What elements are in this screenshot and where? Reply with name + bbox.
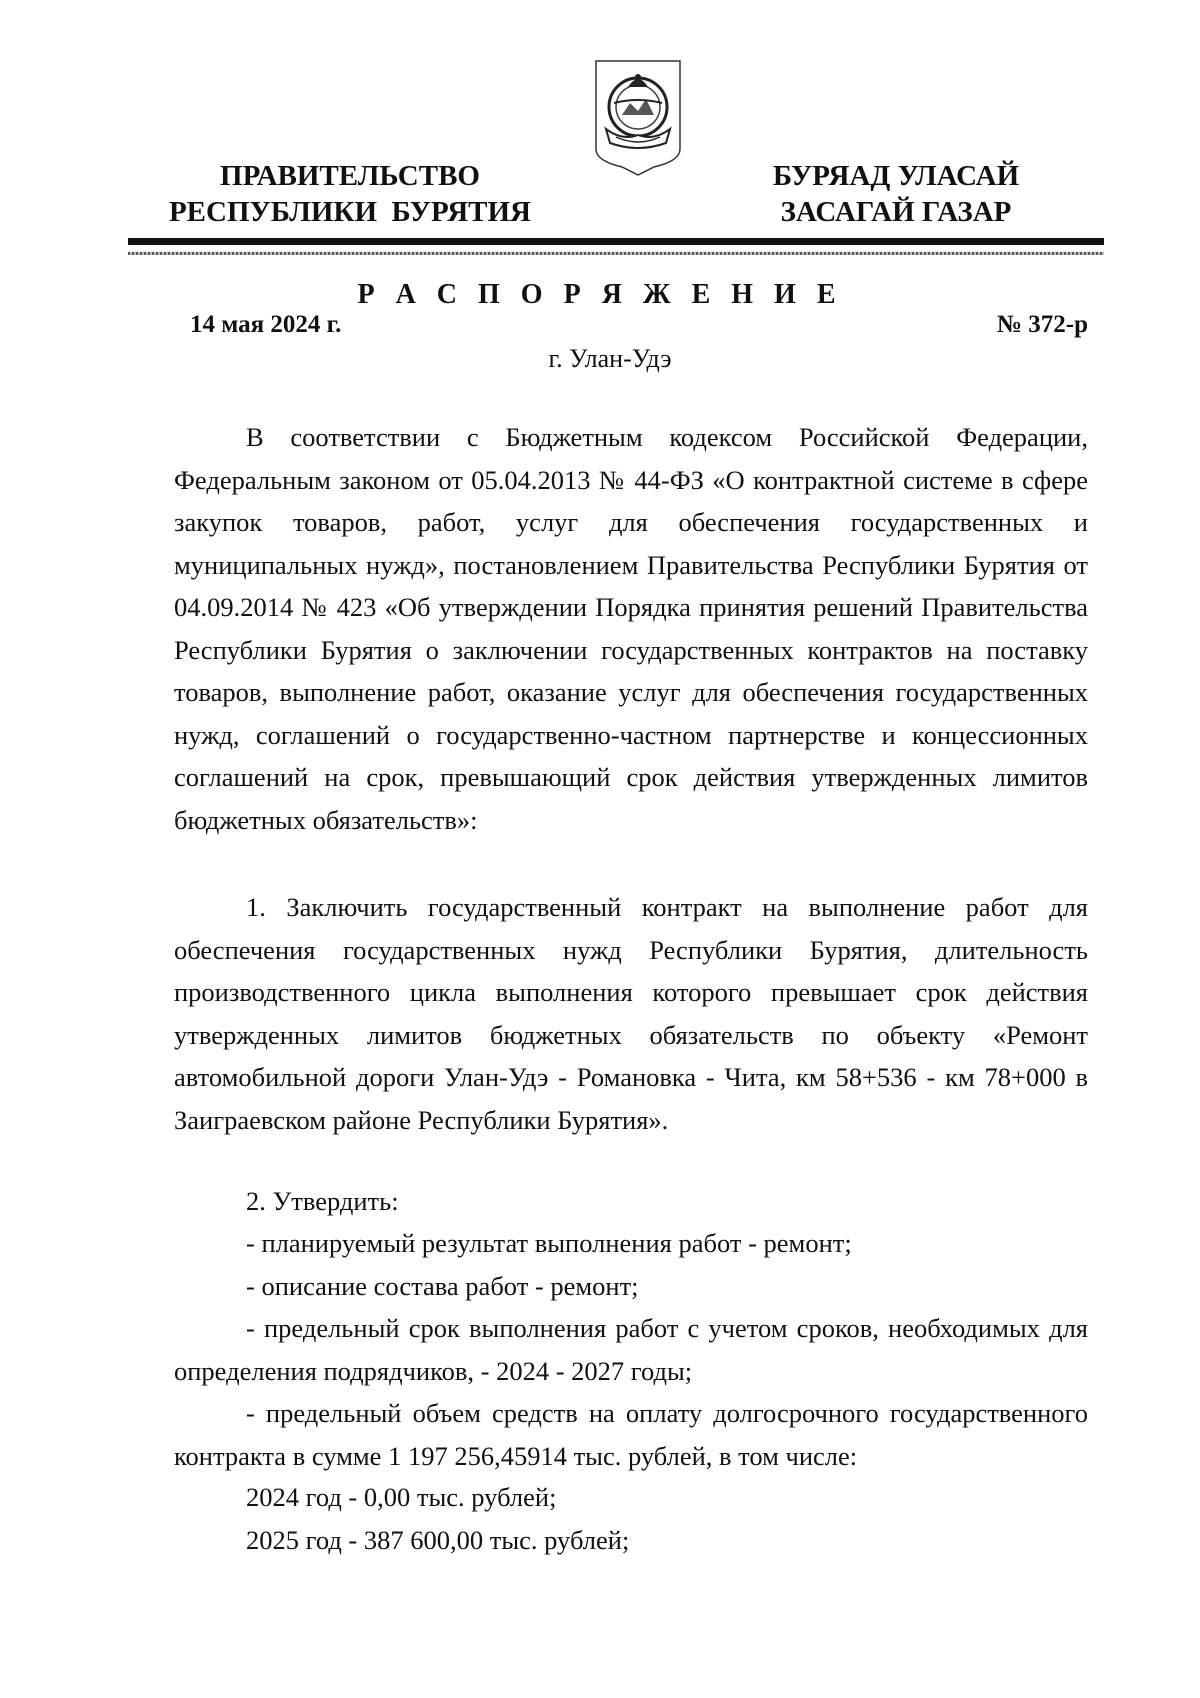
funding-year-2025: 2025 год - 387 600,00 тыс. рублей; [246,1525,630,1555]
item-2-result-line: - планируемый результат выполнения работ - ремонт; [246,1228,852,1258]
document-type-title: Р А С П О Р Я Ж Е Н И Е [357,279,843,310]
header-divider-thick [128,238,1104,245]
item-2-volume-paragraph: - предельный объем средств на оплату долгосрочного государственного контракта в сумме 1 197 256,45914 тыс. рублей, в том числе: [174,1398,1088,1471]
funding-year-2024: 2024 год - 0,00 тыс. рублей; [246,1482,557,1512]
document-city: г. Улан-Удэ [548,344,672,373]
item-2-deadline-paragraph: - предельный срок выполнения работ с учетом сроков, необходимых для определения подрядчиков, - 2024 - 2027 годы; [174,1313,1088,1386]
document-date: 14 мая 2024 г. [190,311,342,338]
org-name-buryat [736,158,1056,230]
org-name-russian [160,158,540,230]
preamble-paragraph: В соответствии с Бюджетным кодексом Российской Федерации, Федеральным законом от 05.04.2013 № 44-ФЗ «О контрактной системе в сфере закупок товаров, работ, услуг для обеспечения государственных и муниципальных нужд», постановлением Правительства Республики Бурятия от 04.09.2014 № 423 «Об утверждении Порядка принятия решений Правительства Республики Бурятия о заключении государственных контрактов на поставку товаров, выполнение работ, оказание услуг для обеспечения государственных нужд, соглашений о государственно-частном партнерстве и концессионных соглашений на срок, превышающий срок действия утвержденных лимитов бюджетных обязательств»: [174,422,1088,835]
header-divider-thin [128,252,1104,255]
org-name-russian-line2: РЕСПУБЛИКИ БУРЯТИЯ [168,196,532,228]
org-name-russian-line1: ПРАВИТЕЛЬСТВО [220,160,480,192]
document-number: № 372-р [996,311,1088,338]
org-name-buryat-line2: ЗАСАГАЙ ГАЗАР [780,196,1012,228]
item-2-heading: 2. Утвердить: [246,1186,399,1216]
org-name-buryat-line1: БУРЯАД УЛАСАЙ [772,160,1020,192]
item-2-composition-line: - описание состава работ - ремонт; [246,1271,639,1301]
item-1-paragraph: 1. Заключить государственный контракт на выполнение работ для обеспечения государственных нужд Республики Бурятия, длительность производственного цикла выполнения которого превышает срок действия утвержденных лимитов бюджетных обязательств по объекту «Ремонт автомобильной дороги Улан-Удэ - Романовка - Чита, км 58+536 - км 78+000 в Заиграевском районе Республики Бурятия». [174,892,1088,1135]
coat-of-arms-icon [592,57,684,179]
